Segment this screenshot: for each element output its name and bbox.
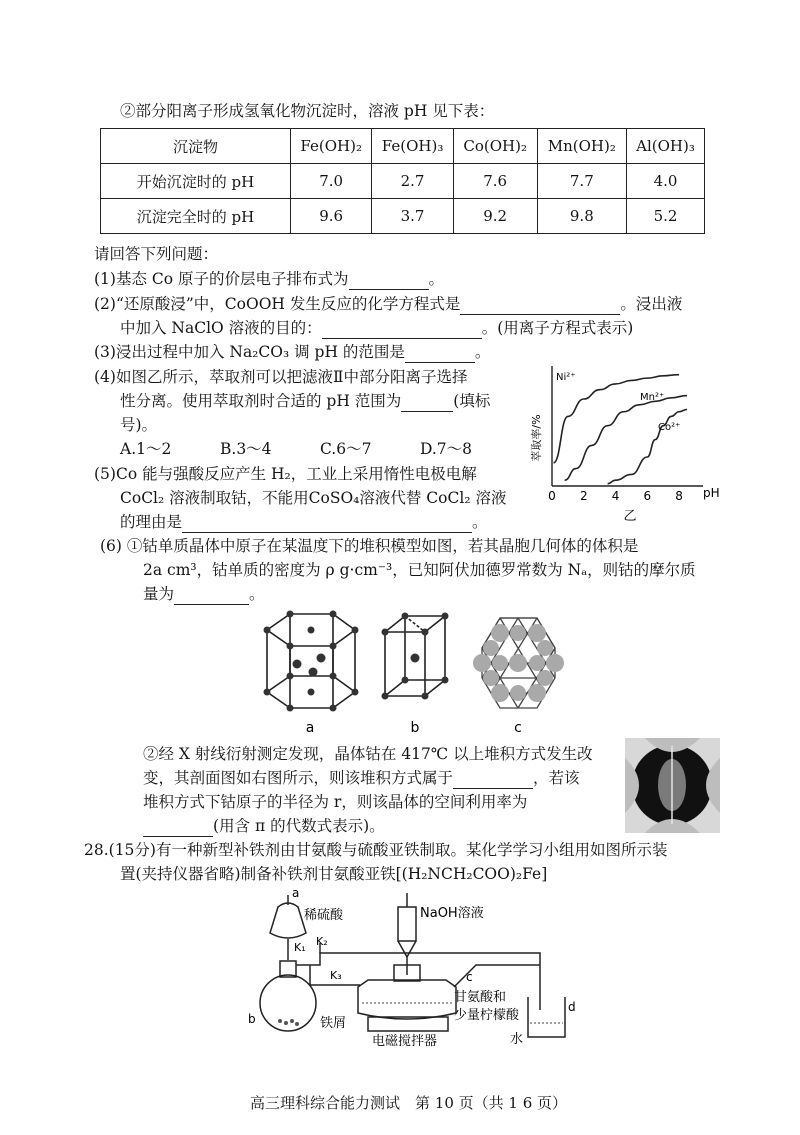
apparatus-label: K₃ bbox=[330, 969, 342, 982]
apparatus-label: a bbox=[292, 886, 300, 900]
option-d: D.7～8 bbox=[420, 440, 473, 458]
question-6-part2-cont: 堆积方式下钴原子的半径为 r，则该晶体的空间利用率为 bbox=[143, 793, 528, 811]
question-5: (5)Co 能与强酸反应产生 H₂，工业上采用惰性电极电解 bbox=[94, 465, 477, 483]
flask-b-icon bbox=[260, 975, 316, 1031]
chart-x-label: pH bbox=[703, 486, 720, 500]
question-text: 性分离。使用萃取剂时合适的 pH 范围为 bbox=[120, 392, 402, 410]
chart-series-line bbox=[608, 409, 687, 483]
cross-section-icon bbox=[625, 738, 720, 833]
apparatus-label: 水 bbox=[510, 1032, 524, 1047]
table-row bbox=[101, 164, 705, 199]
chart-ticks bbox=[548, 489, 683, 503]
question-6-part2-cont bbox=[143, 815, 385, 837]
apparatus-label: b bbox=[248, 1012, 256, 1026]
apparatus-label: 电磁搅拌器 bbox=[372, 1034, 438, 1049]
answer-blank[interactable] bbox=[349, 273, 429, 290]
questions-intro: 请回答下列问题： bbox=[94, 245, 219, 263]
table-row bbox=[101, 199, 705, 234]
table-cell: 9.8 bbox=[537, 199, 626, 234]
table-cell: 9.2 bbox=[453, 199, 537, 234]
table-header-cell: Al(OH)₃ bbox=[627, 129, 705, 164]
dropping-funnel-icon bbox=[398, 907, 416, 941]
answer-blank[interactable] bbox=[401, 395, 453, 412]
table-cell: 3.7 bbox=[372, 199, 453, 234]
chart-tick-label: 6 bbox=[643, 489, 652, 503]
atom-icon bbox=[473, 624, 564, 702]
question-text: 的理由是 bbox=[120, 513, 183, 531]
answer-blank[interactable] bbox=[182, 516, 472, 533]
apparatus-label: NaOH溶液 bbox=[420, 906, 484, 921]
question-5-cont: CoCl₂ 溶液制取钴，不能用CoSO₄溶液代替 CoCl₂ 溶液 bbox=[120, 489, 507, 507]
question-28-cont: 置(夹持仪器省略)制备补铁剂甘氨酸亚铁[(H₂NCH₂COO)₂Fe] bbox=[120, 865, 548, 883]
apparatus-label: 稀硫酸 bbox=[304, 908, 344, 923]
figure-label-c: c bbox=[514, 720, 522, 735]
chart-series-label: Ni²⁺ bbox=[556, 372, 576, 383]
extraction-chart bbox=[520, 360, 720, 525]
answer-blank[interactable] bbox=[143, 820, 213, 837]
apparatus-label: 铁屑 bbox=[320, 1016, 347, 1031]
question-6-cont bbox=[143, 583, 265, 605]
table-cell: 沉淀完全时的 pH bbox=[101, 199, 291, 234]
answer-blank[interactable] bbox=[174, 588, 249, 605]
question-text: 中加入 NaClO 溶液的目的： bbox=[120, 319, 322, 337]
question-6-part2-cont bbox=[143, 767, 580, 789]
page-footer: 高三理科综合能力测试 第 10 页（共 1 6 页） bbox=[250, 1094, 568, 1112]
chart-y-label: 萃取率/% bbox=[530, 414, 543, 462]
table-header-cell: Fe(OH)₃ bbox=[372, 129, 453, 164]
apparatus-label: K₂ bbox=[316, 935, 328, 948]
question-text: 变，其剖面图如右图所示，则该堆积方式属于 bbox=[143, 769, 454, 787]
chart-tick-label: 8 bbox=[675, 489, 683, 503]
question-2-cont bbox=[120, 317, 633, 339]
chart-series-label: Mn²⁺ bbox=[640, 392, 665, 403]
question-4-options bbox=[120, 438, 520, 460]
option-c: C.6～7 bbox=[320, 440, 372, 458]
table-intro: ②部分阳离子形成氢氧化物沉淀时，溶液 pH 见下表： bbox=[120, 102, 495, 120]
apparatus-label: 甘氨酸和 bbox=[454, 990, 507, 1005]
apparatus-label: 少量柠檬酸 bbox=[454, 1008, 520, 1023]
question-2 bbox=[94, 293, 682, 315]
question-text: (3)浸出过程中加入 Na₂CO₃ 调 pH 的范围是 bbox=[94, 343, 405, 361]
question-text: 。 bbox=[472, 513, 488, 531]
table-header-cell: 沉淀物 bbox=[101, 129, 291, 164]
question-text: (1)基态 Co 原子的价层电子排布式为 bbox=[94, 270, 349, 288]
apparatus-label: c bbox=[466, 970, 473, 984]
table-cell: 7.6 bbox=[453, 164, 537, 199]
chart-tick-label: 0 bbox=[548, 489, 556, 503]
atom-icon bbox=[382, 613, 449, 700]
chart-series-line bbox=[565, 396, 687, 481]
question-4: (4)如图乙所示，萃取剂可以把滤液Ⅱ中部分阳离子选择 bbox=[94, 368, 468, 386]
question-28: 28.(15分)有一种新型补铁剂由甘氨酸与硫酸亚铁制取。某化学学习小组用如图所示装 bbox=[84, 841, 668, 859]
answer-blank[interactable] bbox=[322, 322, 482, 339]
question-1 bbox=[94, 268, 444, 290]
apparatus-diagram bbox=[240, 885, 580, 1055]
table-cell: 5.2 bbox=[627, 199, 705, 234]
question-5-cont bbox=[120, 511, 488, 533]
table-header-cell: Fe(OH)₂ bbox=[291, 129, 372, 164]
question-text: 。浸出液 bbox=[620, 295, 683, 313]
crystal-structures-figure bbox=[255, 600, 605, 735]
chart-tick-label: 4 bbox=[611, 489, 620, 503]
question-text: (2)“还原酸浸”中，CoOOH 发生反应的化学方程式是 bbox=[94, 295, 461, 313]
question-text: 。 bbox=[428, 270, 445, 288]
figure-label-b: b bbox=[410, 720, 420, 735]
table-header-cell: Co(OH)₂ bbox=[453, 129, 537, 164]
table-header-cell: Mn(OH)₂ bbox=[537, 129, 626, 164]
question-6: (6) ①钴单质晶体中原子在某温度下的堆积模型如图，若其晶胞几何体的体积是 bbox=[100, 537, 639, 555]
table-cell: 7.0 bbox=[291, 164, 372, 199]
question-text: 。 bbox=[474, 343, 491, 361]
question-4-cont: 号)。 bbox=[120, 416, 158, 434]
chart-series bbox=[554, 372, 687, 484]
option-b: B.3～4 bbox=[220, 440, 272, 458]
question-text: (填标 bbox=[453, 392, 491, 410]
table-cell: 7.7 bbox=[537, 164, 626, 199]
question-text: (用含 π 的代数式表示)。 bbox=[213, 817, 385, 835]
question-6-part2: ②经 X 射线衍射测定发现，晶体钴在 417℃ 以上堆积方式发生改 bbox=[143, 745, 593, 763]
question-6-cont: 2a cm³，钴单质的密度为 ρ g·cm⁻³，已知阿伏加德罗常数为 Nₐ，则钴的摩尔质 bbox=[143, 561, 696, 579]
answer-blank[interactable] bbox=[405, 346, 475, 363]
apparatus-label: K₁ bbox=[294, 941, 306, 954]
chart-caption: 乙 bbox=[623, 509, 637, 524]
answer-blank[interactable] bbox=[453, 772, 533, 789]
ph-table bbox=[100, 128, 705, 234]
question-4-cont bbox=[120, 390, 490, 412]
answer-blank[interactable] bbox=[460, 298, 620, 315]
table-cell: 开始沉淀时的 pH bbox=[101, 164, 291, 199]
question-text: ，若该 bbox=[533, 769, 580, 787]
reaction-vessel-icon bbox=[358, 980, 456, 1019]
chart-tick-label: 2 bbox=[579, 489, 588, 503]
question-3 bbox=[94, 341, 490, 363]
separatory-funnel-icon bbox=[270, 903, 306, 938]
chart-series-label: Co²⁺ bbox=[658, 422, 681, 433]
question-text: 量为 bbox=[143, 585, 175, 603]
table-row bbox=[101, 129, 705, 164]
question-text: 。 bbox=[249, 585, 265, 603]
atom-icon bbox=[264, 611, 359, 712]
table-cell: 9.6 bbox=[291, 199, 372, 234]
apparatus-label: d bbox=[568, 1000, 576, 1014]
table-cell: 4.0 bbox=[627, 164, 705, 199]
option-a: A.1～2 bbox=[120, 440, 172, 458]
figure-label-a: a bbox=[305, 720, 315, 735]
question-text: 。(用离子方程式表示) bbox=[481, 319, 634, 337]
beaker-d-icon bbox=[528, 997, 565, 1037]
table-cell: 2.7 bbox=[372, 164, 453, 199]
